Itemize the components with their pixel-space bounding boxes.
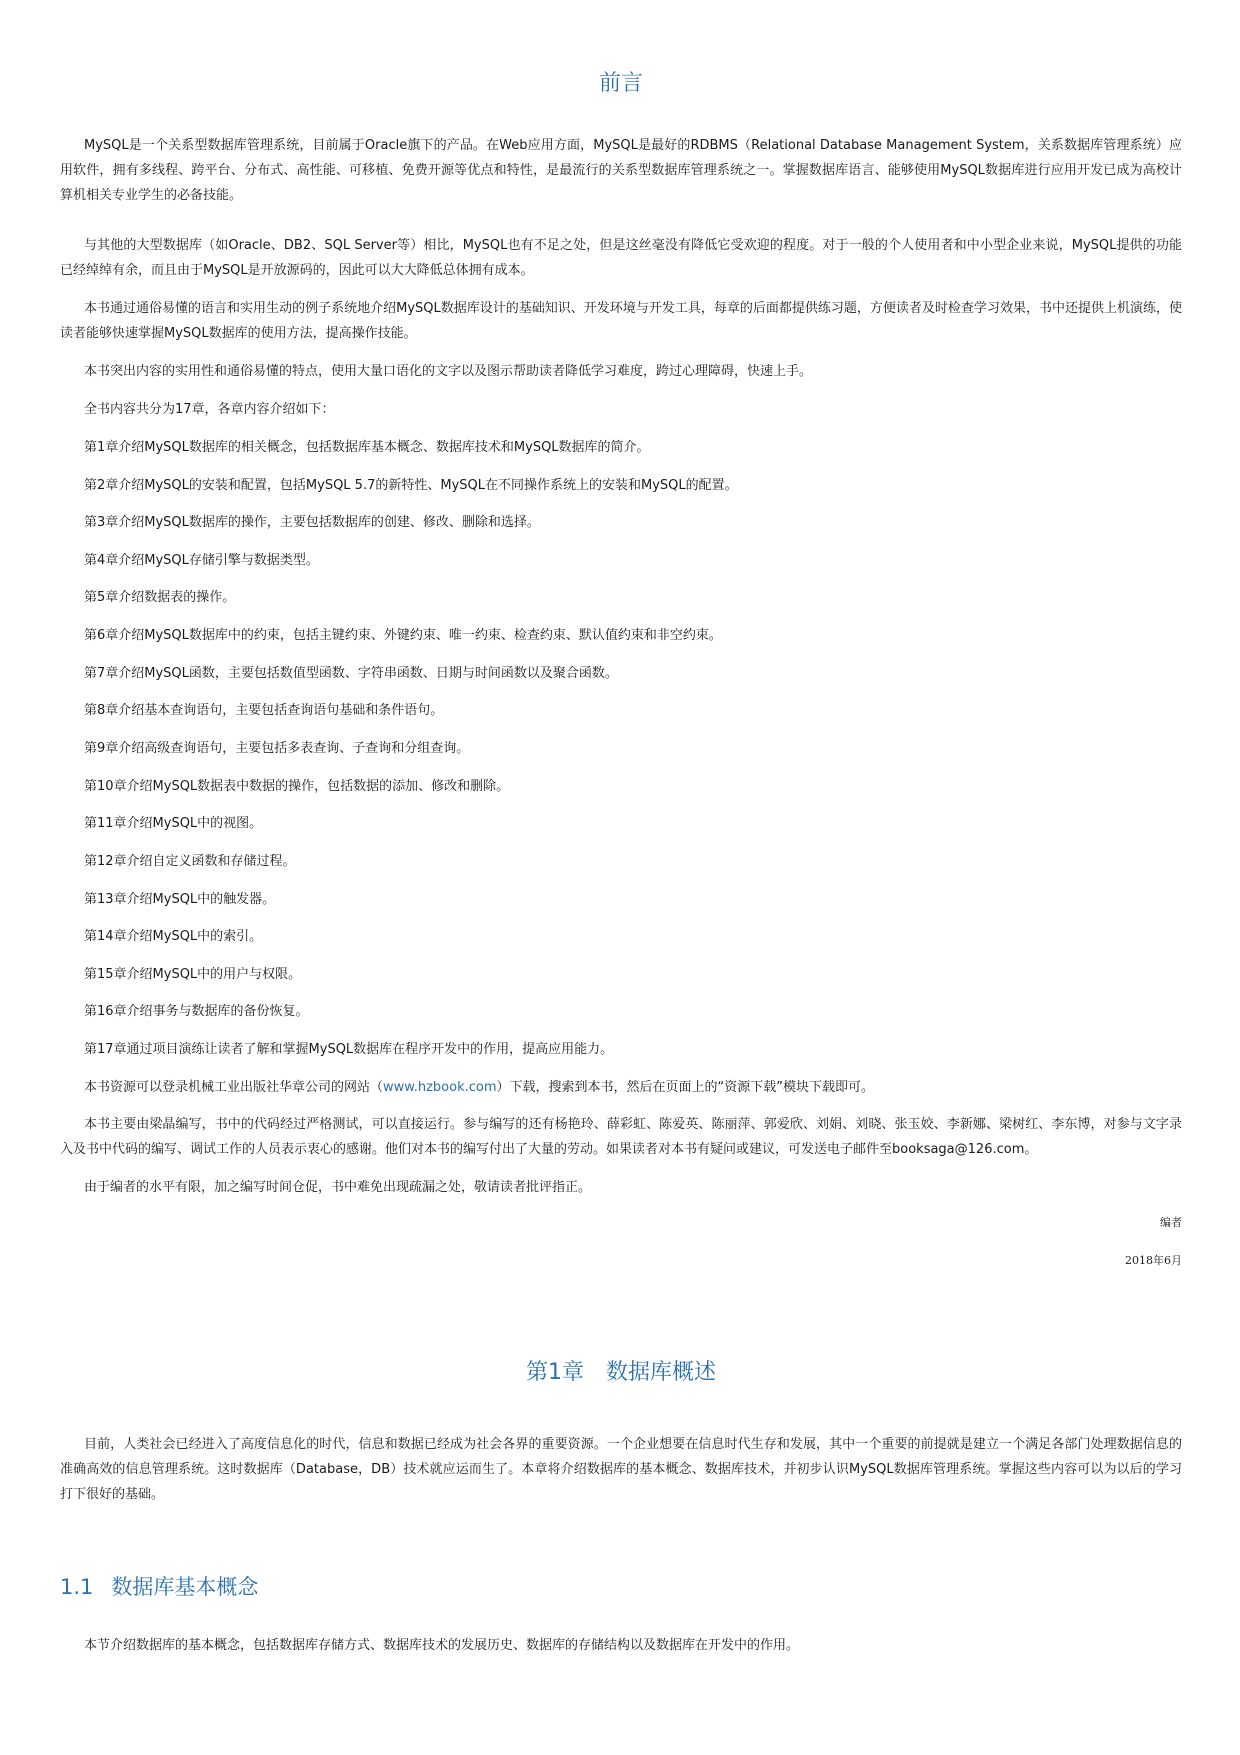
hzbook-link[interactable]: www.hzbook.com (383, 1080, 497, 1095)
preface-date: 2018年6月 (1125, 1254, 1182, 1267)
chapter-summary-item: 第12章介绍自定义函数和存储过程。 (84, 854, 296, 869)
preface-title: 前言 (598, 71, 643, 96)
chapter-summary-item: 第14章介绍MySQL中的索引。 (84, 929, 263, 944)
chapter-summary-item: 第10章介绍MySQL数据表中数据的操作，包括数据的添加、修改和删除。 (84, 779, 510, 794)
preface-paragraph: 与其他的大型数据库（如Oracle、DB2、SQL Server等）相比，MySQL也有不足之处，但是这丝毫没有降低它受欢迎的程度。对于一般的个人使用者和中小型企业来说，MySQL提供的功能已经绰绰有余，而且由于MySQL是开放源码的，因此可以大大降低总体拥有成本。 (60, 238, 1182, 278)
chapter-summary-item: 第15章介绍MySQL中的用户与权限。 (84, 967, 302, 982)
chapter-summary-item: 第5章介绍数据表的操作。 (84, 590, 236, 605)
chapter-title: 第1章 数据库概述 (526, 1360, 716, 1385)
chapter-summary-item: 第16章介绍事务与数据库的备份恢复。 (84, 1004, 309, 1019)
preface-paragraph: 本书突出内容的实用性和通俗易懂的特点，使用大量口语化的文字以及图示帮助读者降低学习难度，跨过心理障碍，快速上手。 (84, 364, 813, 379)
section-intro: 本节介绍数据库的基本概念，包括数据库存储方式、数据库技术的发展历史、数据库的存储结构以及数据库在开发中的作用。 (84, 1638, 800, 1653)
preface-paragraph: 全书内容共分为17章，各章内容介绍如下： (84, 402, 335, 417)
chapter-summary-item: 第9章介绍高级查询语句，主要包括多表查询、子查询和分组查询。 (84, 741, 470, 756)
preface-paragraph: MySQL是一个关系型数据库管理系统，目前属于Oracle旗下的产品。在Web应用方面，MySQL是最好的RDBMS（Relational Database Management System，关系数据库管理系统）应用软件，拥有多线程、跨平台、分布式、高性能、可移植、免费开源等优点和特性，是最流行的关系型数据库管理系统之一。掌握数据库语言、能够使用MySQL数据库进行应用开发已成为高校计算机相关专业学生的必备技能。 (60, 138, 1182, 203)
chapter-summary-item: 第17章通过项目演练让读者了解和掌握MySQL数据库在程序开发中的作用，提高应用能力。 (84, 1042, 614, 1057)
chapter-summary-item: 第7章介绍MySQL函数，主要包括数值型函数、字符串函数、日期与时间函数以及聚合函数。 (84, 666, 618, 681)
chapter-summary-item: 第13章介绍MySQL中的触发器。 (84, 892, 276, 907)
chapter-summary-item: 第11章介绍MySQL中的视图。 (84, 816, 263, 831)
closing-paragraph: 由于编者的水平有限，加之编写时间仓促，书中难免出现疏漏之处，敬请读者批评指正。 (84, 1180, 592, 1195)
chapter-summary-item: 第4章介绍MySQL存储引擎与数据类型。 (84, 553, 319, 568)
section-title: 数据库基本概念 (111, 1575, 259, 1599)
resource-paragraph (60, 1075, 1182, 1100)
resource-text-after: ）下载，搜索到本书，然后在页面上的“资源下载”模块下载即可。 (496, 1080, 874, 1095)
section-heading (60, 1571, 258, 1601)
chapter-summary-item: 第8章介绍基本查询语句，主要包括查询语句基础和条件语句。 (84, 703, 444, 718)
resource-text-before: 本书资源可以登录机械工业出版社华章公司的网站（ (84, 1080, 384, 1095)
chapter-summary-item: 第6章介绍MySQL数据库中的约束，包括主键约束、外键约束、唯一约束、检查约束、默认值约束和非空约束。 (84, 628, 722, 643)
signature: 编者 (1160, 1216, 1182, 1229)
chapter-intro: 目前，人类社会已经进入了高度信息化的时代，信息和数据已经成为社会各界的重要资源。一个企业想要在信息时代生存和发展，其中一个重要的前提就是建立一个满足各部门处理数据信息的准确高效的信息管理系统。这时数据库（Database，DB）技术就应运而生了。本章将介绍数据库的基本概念、数据库技术，并初步认识MySQL数据库管理系统。掌握这些内容可以为以后的学习打下很好的基础。 (60, 1437, 1182, 1502)
chapter-summary-item: 第1章介绍MySQL数据库的相关概念，包括数据库基本概念、数据库技术和MySQL数据库的简介。 (84, 440, 650, 455)
preface-paragraph: 本书通过通俗易懂的语言和实用生动的例子系统地介绍MySQL数据库设计的基础知识、开发环境与开发工具，每章的后面都提供练习题，方便读者及时检查学习效果，书中还提供上机演练，使读者能够快速掌握MySQL数据库的使用方法，提高操作技能。 (60, 301, 1182, 341)
chapter-summary-item: 第3章介绍MySQL数据库的操作，主要包括数据库的创建、修改、删除和选择。 (84, 515, 540, 530)
chapter-summary-item: 第2章介绍MySQL的安装和配置，包括MySQL 5.7的新特性、MySQL在不同操作系统上的安装和MySQL的配置。 (84, 478, 738, 493)
section-number: 1.1 (60, 1575, 94, 1599)
authors-paragraph: 本书主要由梁晶编写，书中的代码经过严格测试，可以直接运行。参与编写的还有杨艳玲、薛彩虹、陈爱英、陈丽萍、郭爱欣、刘娟、刘晓、张玉姣、李新娜、梁树红、李东博，对参与文字录入及书中代码的编写、调试工作的人员表示衷心的感谢。他们对本书的编写付出了大量的劳动。如果读者对本书有疑问或建议，可发送电子邮件至booksaga@126.com。 (60, 1117, 1182, 1157)
